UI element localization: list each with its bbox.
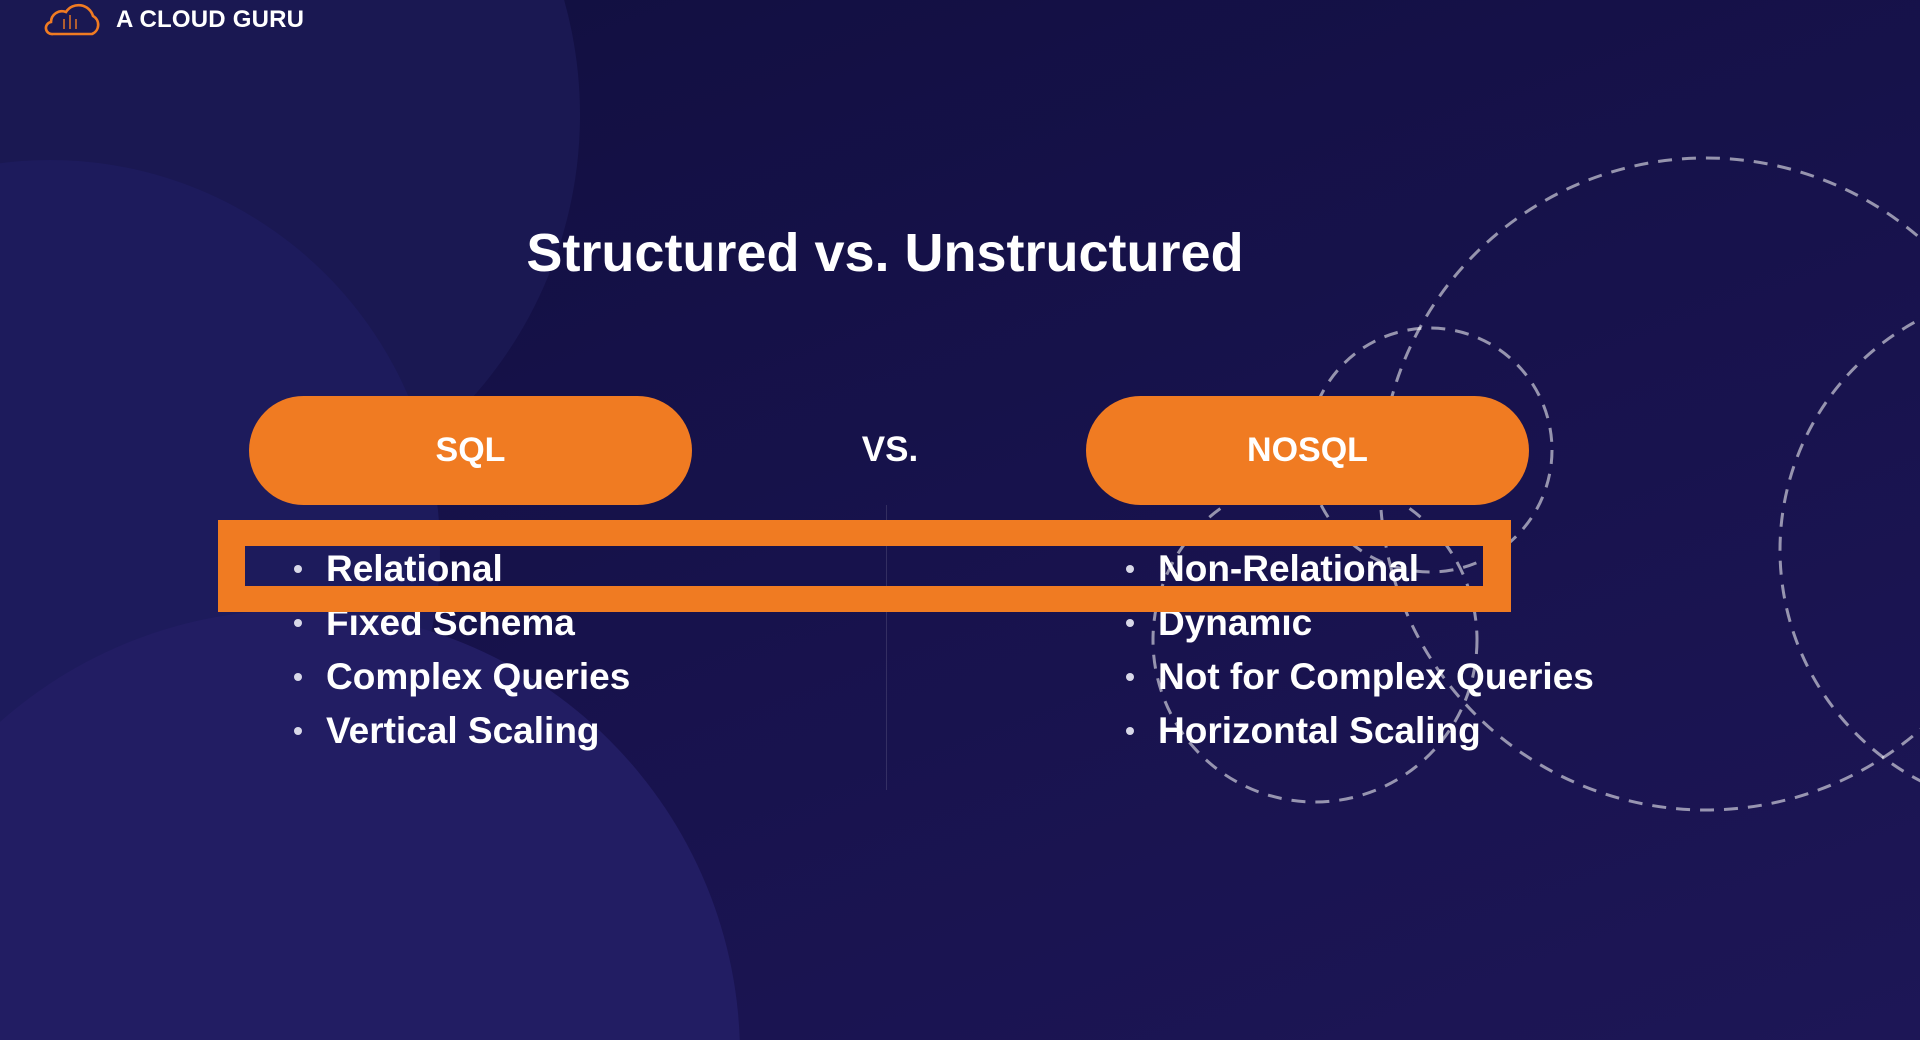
- brand-name: A CLOUD GURU: [116, 6, 305, 33]
- list-item: Non-Relational: [1124, 538, 1594, 592]
- list-item: Complex Queries: [292, 646, 630, 700]
- dashed-circle: [1780, 290, 1920, 810]
- highlight-box: [218, 520, 1511, 612]
- nosql-heading-pill: NOSQL: [1086, 396, 1529, 505]
- list-item: Vertical Scaling: [292, 700, 630, 754]
- brand-logo: [40, 2, 304, 38]
- vs-label: VS.: [861, 430, 919, 469]
- sql-heading-pill: SQL: [249, 396, 692, 505]
- list-item: Relational: [292, 538, 630, 592]
- slide-title: Structured vs. Unstructured: [526, 223, 1244, 283]
- list-item: Not for Complex Queries: [1124, 646, 1594, 700]
- list-item: Dynamic: [1124, 592, 1594, 646]
- list-item: Horizontal Scaling: [1124, 700, 1594, 754]
- cloud-logo-icon: [40, 3, 104, 37]
- list-item: Fixed Schema: [292, 592, 630, 646]
